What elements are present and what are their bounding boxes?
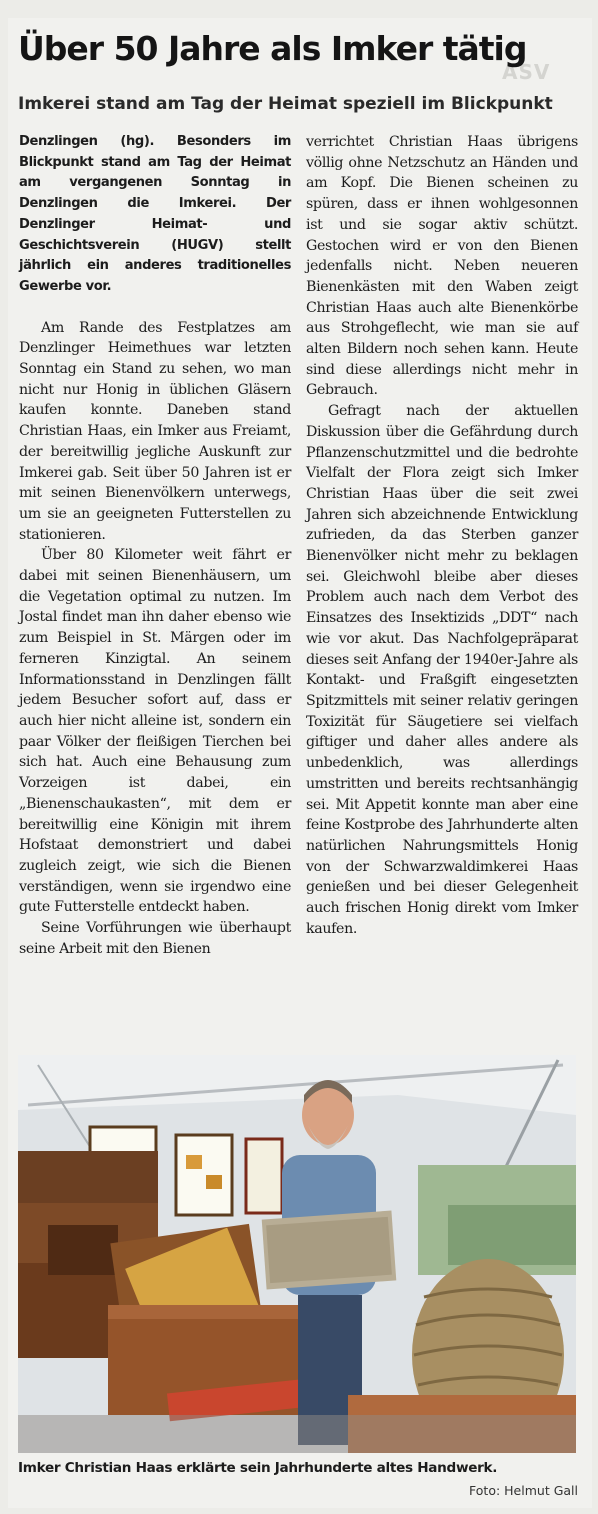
- article-column-left: [19, 132, 291, 959]
- article-paragraph: Am Rande des Festplatzes am Denzlinger Heimethues war letzten Sonntag ein Stand zu sehen, wo man nicht nur Honig in üblichen Gläsern kaufen konnte. Daneben stand Christian Haas, ein Imker aus Freiamt, der bereitwillig jegliche Auskunft zur Imkerei gab. Seit über 50 Jahren ist er mit seinen Bienenvölkern unterwegs, um sie an geeigneten Futterstellen zu stationieren.: [19, 319, 291, 543]
- article-headline: Über 50 Jahre als Imker tätig: [18, 29, 527, 68]
- beekeeper-photo-illustration: [18, 1055, 576, 1453]
- photo-caption: Imker Christian Haas erklärte sein Jahrhunderte altes Handwerk.: [18, 1460, 498, 1476]
- article-column-right: [306, 132, 578, 939]
- photo-credit: Foto: Helmut Gall: [469, 1483, 578, 1498]
- article-paragraph: verrichtet Christian Haas übrigens völlig ohne Netzschutz an Händen und am Kopf. Die Bienen scheinen zu spüren, dass er ihnen wohlgesonnen ist und sie sogar aktiv schützt. Gestochen wird er von den Bienen jedenfalls nicht. Neben neueren Bienenkästen mit den Waben zeigt Christian Haas auch alte Bienenkörbe aus Strohgeflecht, wie man sie auf alten Bildern noch sehen kann. Heute sind diese allerdings nicht mehr in Gebrauch.: [306, 134, 578, 399]
- article-lead: Denzlingen (hg). Besonders im Blickpunkt stand am Tag der Heimat am vergangenen Sonntag in Denzlingen die Imkerei. Der Denzlinger Heimat- und Geschichtsverein (HUGV) stellt jährlich ein anderes traditionelles Gewerbe vor.: [19, 134, 291, 294]
- article-paragraph: Gefragt nach der aktuellen Diskussion über die Gefährdung durch Pflanzenschutzmittel und die bedrohte Vielfalt der Flora zeigt sich Imker Christian Haas über die seit zwei Jahren sich abzeichnende Entwicklung zufrieden, da das Sterben ganzer Bienenvölker nicht mehr zu beklagen sei. Gleichwohl bleibe aber dieses Problem auch nach dem Verbot des Einsatzes des Insektizids „DDT“ nach wie vor akut. Das Nachfolgepräparat dieses seit Anfang der 1940er-Jahre als Kontakt- und Fraßgift eingesetzten Spitzmittels mit seiner relativ geringen Toxizität für Säugetiere sei vielfach giftiger und daher alles andere als unbedenklich, was allerdings umstritten und bereits rechtsanhängig sei. Mit Appetit konnte man aber eine feine Kostprobe des Jahrhunderte alten natürlichen Nahrungsmittels Honig von der Schwarzwaldimkerei Haas genießen und bei dieser Gelegenheit auch frischen Honig direkt vom Imker kaufen.: [306, 403, 578, 937]
- adjacent-page-bleed: ASV: [502, 60, 551, 84]
- article-subheadline: Imkerei stand am Tag der Heimat speziell im Blickpunkt: [18, 94, 553, 114]
- article-paragraph: Seine Vorführungen wie überhaupt seine Arbeit mit den Bienen: [19, 920, 291, 957]
- article-photo: [18, 1055, 576, 1453]
- article-paragraph: Über 80 Kilometer weit fährt er dabei mit seinen Bienenhäusern, um die Vegetation optimal zu nutzen. Im Jostal findet man ihn daher ebenso wie zum Beispiel in St. Märgen oder im ferneren Kinzigtal. An seinem Informationsstand in Denzlingen fällt jedem Besucher sofort auf, dass er auch hier nicht alleine ist, sondern ein paar Völker der fleißigen Tierchen bei sich hat. Auch eine Behausung zum Vorzeigen ist dabei, ein „Bienenschaukasten“, mit dem er bereitwillig eine Königin mit ihrem Hofstaat demonstriert und dabei zugleich zeigt, wie sich die Bienen verständigen, wenn sie irgendwo eine gute Futterstelle entdeckt haben.: [19, 547, 291, 916]
